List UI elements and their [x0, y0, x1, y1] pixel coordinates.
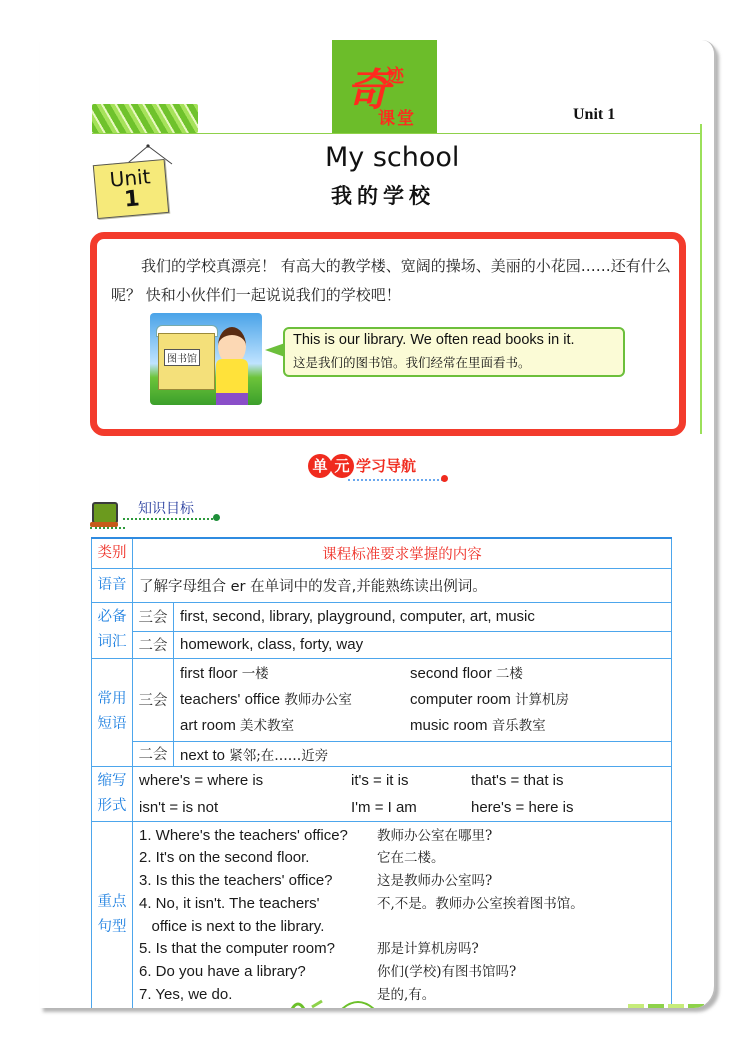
library-girl-illustration	[150, 313, 262, 405]
category-vocabulary-line2: 词汇	[97, 634, 127, 650]
sentence-en: office is next to the library.	[139, 917, 325, 935]
sentence-en: 7. Yes, we do.	[139, 986, 233, 1004]
category-pronunciation: 语音	[92, 568, 133, 602]
section-title-rest: 学习导航	[356, 457, 417, 475]
abbreviation-item: where's = where is	[139, 771, 264, 789]
unit-sign-word: Unit	[108, 164, 152, 192]
sentence-cn: 这是教师办公室吗?	[377, 873, 493, 890]
library-sign: 图书馆	[164, 349, 200, 366]
vocab-3-content: first, second, library, playground, computer, art, music	[174, 602, 672, 631]
table-row-abbreviations	[92, 766, 672, 821]
category-sent-line2: 句型	[97, 919, 127, 936]
sentence-en: 1. Where's the teachers' office?	[139, 826, 348, 844]
sentence-en: 2. It's on the second floor.	[139, 849, 310, 867]
category-sentences	[92, 821, 133, 1008]
header-decorative-pattern	[92, 104, 198, 133]
table-row-sentences	[92, 821, 672, 1008]
level-phrases-2: 二会	[133, 741, 174, 766]
abbreviation-item: that's = that is	[471, 771, 564, 789]
intro-text: 我们的学校真漂亮！ 有高大的教学楼、宽阔的操场、美丽的小花园……还有什么呢？ 快和小伙伴们一起说说我们的学校吧！	[111, 257, 671, 304]
level-phrases-3: 三会	[133, 658, 174, 741]
textbook-page	[40, 40, 716, 1008]
sentences-content	[133, 821, 672, 1008]
sentence-en: 6. Do you have a library?	[139, 963, 306, 981]
table-row-phrases-2	[92, 741, 672, 766]
speech-chinese: 这是我们的图书馆。我们经常在里面看书。	[293, 355, 531, 370]
girl-skirt-icon	[216, 393, 248, 405]
table-row-phrases-3	[92, 658, 672, 741]
speech-bubble-tail	[265, 343, 285, 357]
vocab-2-content: homework, class, forty, way	[174, 631, 672, 658]
girl-shirt-icon	[216, 359, 248, 395]
header-content: 课程标准要求掌握的内容	[133, 538, 672, 568]
heading-dotted-underline	[123, 518, 213, 520]
category-abbreviations	[92, 766, 133, 821]
sentence-en: 5. Is that the computer room?	[139, 940, 335, 958]
logo-subtitle: 课堂	[378, 109, 416, 129]
sentence-cn	[377, 916, 665, 939]
phrase-item: first floor 一楼	[180, 664, 269, 682]
section-circle-2: 元	[330, 454, 354, 478]
table-row-vocab-3	[92, 602, 672, 631]
category-phrases-line1: 常用	[97, 691, 127, 707]
category-vocabulary-line1: 必备	[97, 609, 127, 625]
logo-character-big: 奇	[346, 65, 390, 116]
table-row-vocab-2	[92, 631, 672, 658]
heading-dotted-underline-2	[90, 527, 125, 529]
table-row-pronunciation	[92, 568, 672, 602]
category-abbr-line1: 缩写	[97, 772, 127, 789]
category-vocabulary	[92, 602, 133, 658]
computer-mascot-icon	[92, 502, 118, 524]
phrase-item: teachers' office 教师办公室	[180, 690, 352, 708]
footer-decoration-icon	[290, 995, 410, 1008]
category-phrases	[92, 658, 133, 766]
phrase-item: art room 美术教室	[180, 716, 295, 734]
abbreviation-item: here's = here is	[471, 798, 574, 816]
pronunciation-content: 了解字母组合 er 在单词中的发音,并能熟练读出例词。	[133, 568, 672, 602]
page-title-english: My school	[325, 142, 460, 173]
sentence-cn: 你们(学校)有图书馆吗?	[377, 964, 517, 981]
category-sent-line1: 重点	[97, 894, 127, 911]
series-logo	[332, 40, 437, 133]
objectives-table	[91, 537, 672, 1008]
header-side-rule	[700, 124, 702, 434]
section-circle-1: 单	[308, 454, 332, 478]
sentence-cn: 那是计算机房吗?	[377, 941, 479, 958]
phrases-3-content	[174, 658, 672, 741]
intro-box	[90, 232, 686, 436]
level-vocab-3: 三会	[133, 602, 174, 631]
sentence-cn: 是的,有。	[377, 987, 436, 1004]
phrase-item: computer room 计算机房	[410, 690, 570, 708]
sentence-cn: 不,不是。教师办公室挨着图书馆。	[377, 895, 584, 912]
abbreviation-item: I'm = I am	[351, 798, 417, 816]
phrases-2-content: next to 紧邻;在……近旁	[174, 741, 672, 766]
section-title	[308, 454, 416, 482]
unit-number-sign	[93, 159, 169, 219]
speech-bubble	[283, 327, 625, 377]
category-abbr-line2: 形式	[97, 797, 127, 814]
section-dot-end	[441, 475, 448, 482]
sentence-en: 4. No, it isn't. The teachers'	[139, 894, 320, 912]
abbreviation-item: isn't = is not	[139, 798, 219, 816]
sentence-en: 3. Is this the teachers' office?	[139, 872, 333, 890]
logo-character-small: 迹	[386, 66, 404, 87]
phrase-item: music room 音乐教室	[410, 716, 546, 734]
page-title-chinese: 我的学校	[331, 184, 435, 208]
header-category: 类别	[92, 538, 133, 568]
running-head-unit: Unit 1	[573, 106, 616, 123]
level-vocab-2: 二会	[133, 631, 174, 658]
abbreviation-item: it's = it is	[351, 771, 409, 789]
abbreviations-content	[133, 766, 672, 821]
knowledge-goals-heading: 知识目标	[138, 501, 194, 517]
sentence-cn: 它在二楼。	[377, 850, 445, 867]
heading-dot-end	[213, 514, 220, 521]
table-header-row	[92, 538, 672, 568]
footer-green-bars	[628, 1004, 714, 1008]
header-rule	[92, 133, 702, 134]
sentence-cn: 教师办公室在哪里?	[377, 827, 493, 844]
category-phrases-line2: 短语	[97, 716, 127, 732]
unit-sign-number: 1	[123, 186, 141, 213]
section-dotted-underline	[348, 479, 443, 481]
phrase-item: second floor 二楼	[410, 664, 523, 682]
speech-english: This is our library. We often read books in it.	[293, 332, 575, 348]
